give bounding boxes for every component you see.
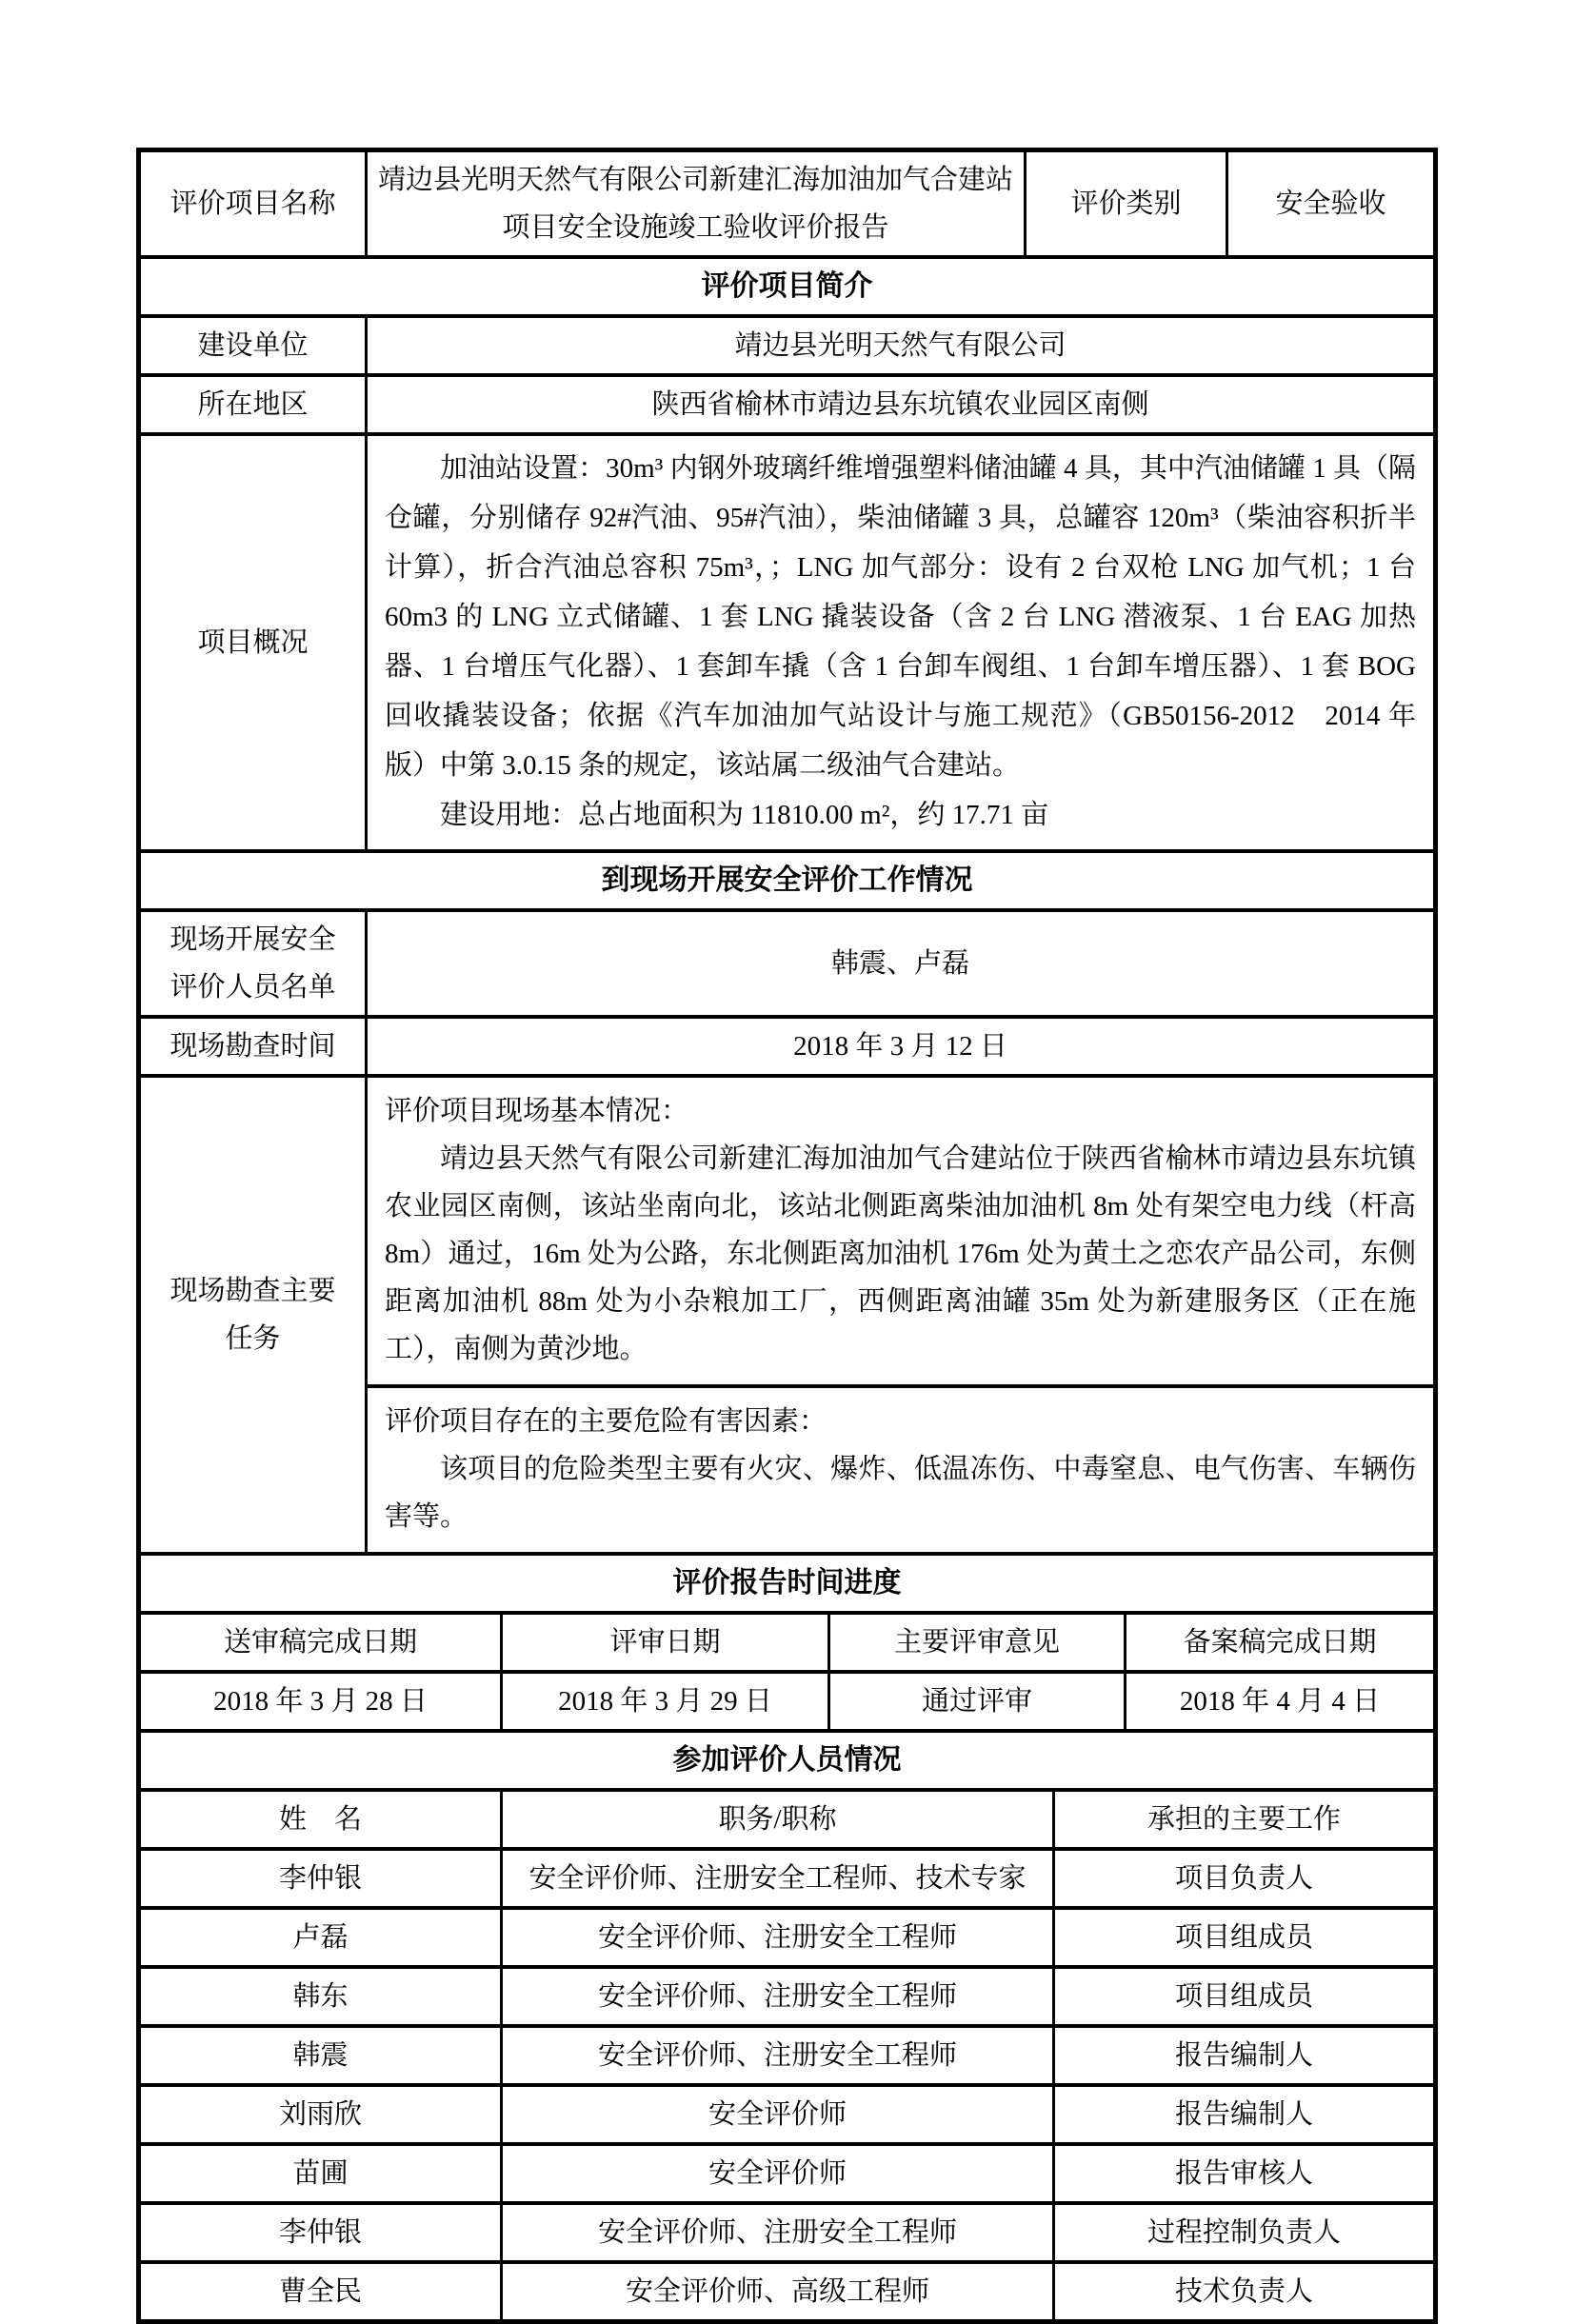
participant-role: 项目负责人 (1052, 1851, 1433, 1906)
task-hazard-body: 该项目的危险类型主要有火灾、爆炸、低温冻伤、中毒窒息、电气伤害、车辆伤害等。 (385, 1454, 1416, 1532)
section-header-participants (141, 1733, 1433, 1792)
participants-header-row (141, 1792, 1433, 1851)
participant-name: 刘雨欣 (278, 2099, 362, 2130)
timeline-header-review-opinion: 主要评审意见 (827, 1615, 1124, 1670)
project-name-label: 评价项目名称 (169, 189, 336, 219)
row-project-overview (141, 436, 1433, 853)
section-title-participants: 参加评价人员情况 (672, 1744, 902, 1776)
section-header-timeline (141, 1556, 1433, 1615)
row-project-title (141, 152, 1433, 259)
evaluation-category-value: 安全验收 (1226, 152, 1433, 255)
overview-paragraph-1: 加油站设置：30m³ 内钢外玻璃纤维增强塑料储油罐 4 具，其中汽油储罐 1 具（隔仓罐，分别储存 92#汽油、95#汽油），柴油储罐 3 具，总罐容 120m³（柴油容积折半计算），折合汽油总容积 75m³，；LNG 加气部分：设有 2 台双枪 LNG 加气机；1 台 60m3 的 LNG 立式储罐、1 套 LNG 撬装设备（含 2 台 LNG 潜液泵、1 台 EAG 加热器、1 台增压气化器）、1 套卸车撬（含 1 台卸车阀组、1 台卸车增压器）、1 套 BOG 回收撬装设备；依据《汽车加油加气站设计与施工规范》（GB50156-2012 2014 年版）中第 3.0.15 条的规定，该站属二级油气合建站。 (385, 453, 1416, 781)
row-survey-task (141, 1078, 1433, 1556)
section-header-intro (141, 259, 1433, 318)
section-title-site-work: 到现场开展安全评价工作情况 (601, 864, 973, 896)
task-hazard-factors (368, 1388, 1433, 1552)
timeline-value-review-opinion: 通过评审 (827, 1674, 1124, 1729)
project-overview-content (365, 436, 1433, 849)
participant-name: 韩震 (292, 2040, 349, 2071)
participant-name: 卢磊 (292, 1922, 349, 1953)
participant-name: 李仲银 (278, 1863, 362, 1894)
timeline-value-row (141, 1674, 1433, 1733)
survey-task-content (365, 1078, 1433, 1552)
participant-role: 项目组成员 (1052, 1969, 1433, 2024)
participant-title: 安全评价师、注册安全工程师、技术专家 (500, 1851, 1052, 1906)
task-basic-body: 靖边县天然气有限公司新建汇海加油加气合建站位于陕西省榆林市靖边县东坑镇农业园区南侧，该站坐南向北，该站北侧距离柴油加油机 8m 处有架空电力线（杆高 8m）通过，16m 处为公路，东北侧距离加油机 176m 处为黄土之恋农产品公司，东侧距离加油机 88m 处为小杂粮加工厂，西侧距离油罐 35m 处为新建服务区（正在施工），南侧为黄沙地。 (385, 1143, 1416, 1364)
participant-row (141, 2028, 1433, 2087)
participant-title: 安全评价师 (500, 2087, 1052, 2142)
participant-role: 报告编制人 (1052, 2028, 1433, 2083)
section-header-site-work (141, 853, 1433, 912)
construction-unit-label: 建设单位 (197, 330, 309, 361)
project-name-value: 靖边县光明天然气有限公司新建汇海加油加气合建站项目安全设施竣工验收评价报告 (365, 152, 1024, 255)
participant-name: 韩东 (292, 1981, 349, 2012)
survey-time-value: 2018 年 3 月 12 日 (365, 1019, 1433, 1074)
section-title-intro: 评价项目简介 (701, 270, 873, 302)
evaluation-report-table (136, 148, 1438, 2324)
section-title-timeline: 评价报告时间进度 (672, 1567, 902, 1599)
timeline-header-draft-date: 送审稿完成日期 (223, 1627, 417, 1658)
participant-title: 安全评价师、高级工程师 (500, 2264, 1052, 2319)
overview-paragraph-2: 建设用地：总占地面积为 11810.00 m²，约 17.71 亩 (440, 800, 1049, 830)
participant-title: 安全评价师、注册安全工程师 (500, 1969, 1052, 2024)
task-hazard-title: 评价项目存在的主要危险有害因素： (385, 1406, 827, 1437)
survey-task-label: 现场勘查主要任务 (169, 1276, 336, 1354)
site-staff-label: 现场开展安全评价人员名单 (169, 924, 336, 1003)
row-construction-unit (141, 318, 1433, 377)
participant-title: 安全评价师、注册安全工程师 (500, 2028, 1052, 2083)
location-label: 所在地区 (197, 389, 309, 420)
participant-name: 李仲银 (278, 2217, 362, 2248)
participant-row (141, 2087, 1433, 2146)
participant-role: 报告编制人 (1052, 2087, 1433, 2142)
row-survey-time (141, 1019, 1433, 1078)
row-site-staff (141, 912, 1433, 1019)
participant-role: 项目组成员 (1052, 1910, 1433, 1965)
timeline-header-record-date: 备案稿完成日期 (1124, 1615, 1433, 1670)
participant-row (141, 2146, 1433, 2205)
participant-row (141, 1851, 1433, 1910)
participant-name: 苗圃 (292, 2158, 349, 2189)
participants-header-name: 姓 名 (278, 1804, 362, 1835)
participant-title: 安全评价师、注册安全工程师 (500, 1910, 1052, 1965)
timeline-header-row (141, 1615, 1433, 1674)
timeline-value-record-date: 2018 年 4 月 4 日 (1124, 1674, 1433, 1729)
participants-header-role: 承担的主要工作 (1052, 1792, 1433, 1847)
participant-name: 曹全民 (278, 2276, 362, 2307)
participants-header-title: 职务/职称 (500, 1792, 1052, 1847)
timeline-value-review-date: 2018 年 3 月 29 日 (500, 1674, 827, 1729)
site-staff-value: 韩震、卢磊 (365, 912, 1433, 1015)
survey-time-label: 现场勘查时间 (169, 1031, 336, 1062)
timeline-header-review-date: 评审日期 (500, 1615, 827, 1670)
participant-title: 安全评价师 (500, 2146, 1052, 2201)
task-basic-title: 评价项目现场基本情况： (385, 1096, 689, 1126)
participant-row (141, 1969, 1433, 2028)
participant-title: 安全评价师、注册安全工程师 (500, 2205, 1052, 2260)
timeline-value-draft-date: 2018 年 3 月 28 日 (213, 1686, 428, 1717)
row-location (141, 377, 1433, 436)
task-basic-situation (368, 1078, 1433, 1388)
participant-role: 报告审核人 (1052, 2146, 1433, 2201)
project-overview-label: 项目概况 (197, 627, 309, 658)
location-value: 陕西省榆林市靖边县东坑镇农业园区南侧 (365, 377, 1433, 432)
participant-row (141, 1910, 1433, 1969)
evaluation-category-label: 评价类别 (1024, 152, 1226, 255)
participant-role: 过程控制负责人 (1052, 2205, 1433, 2260)
participant-row (141, 2205, 1433, 2264)
participant-role: 技术负责人 (1052, 2264, 1433, 2319)
participant-row (141, 2264, 1433, 2319)
construction-unit-value: 靖边县光明天然气有限公司 (365, 318, 1433, 373)
